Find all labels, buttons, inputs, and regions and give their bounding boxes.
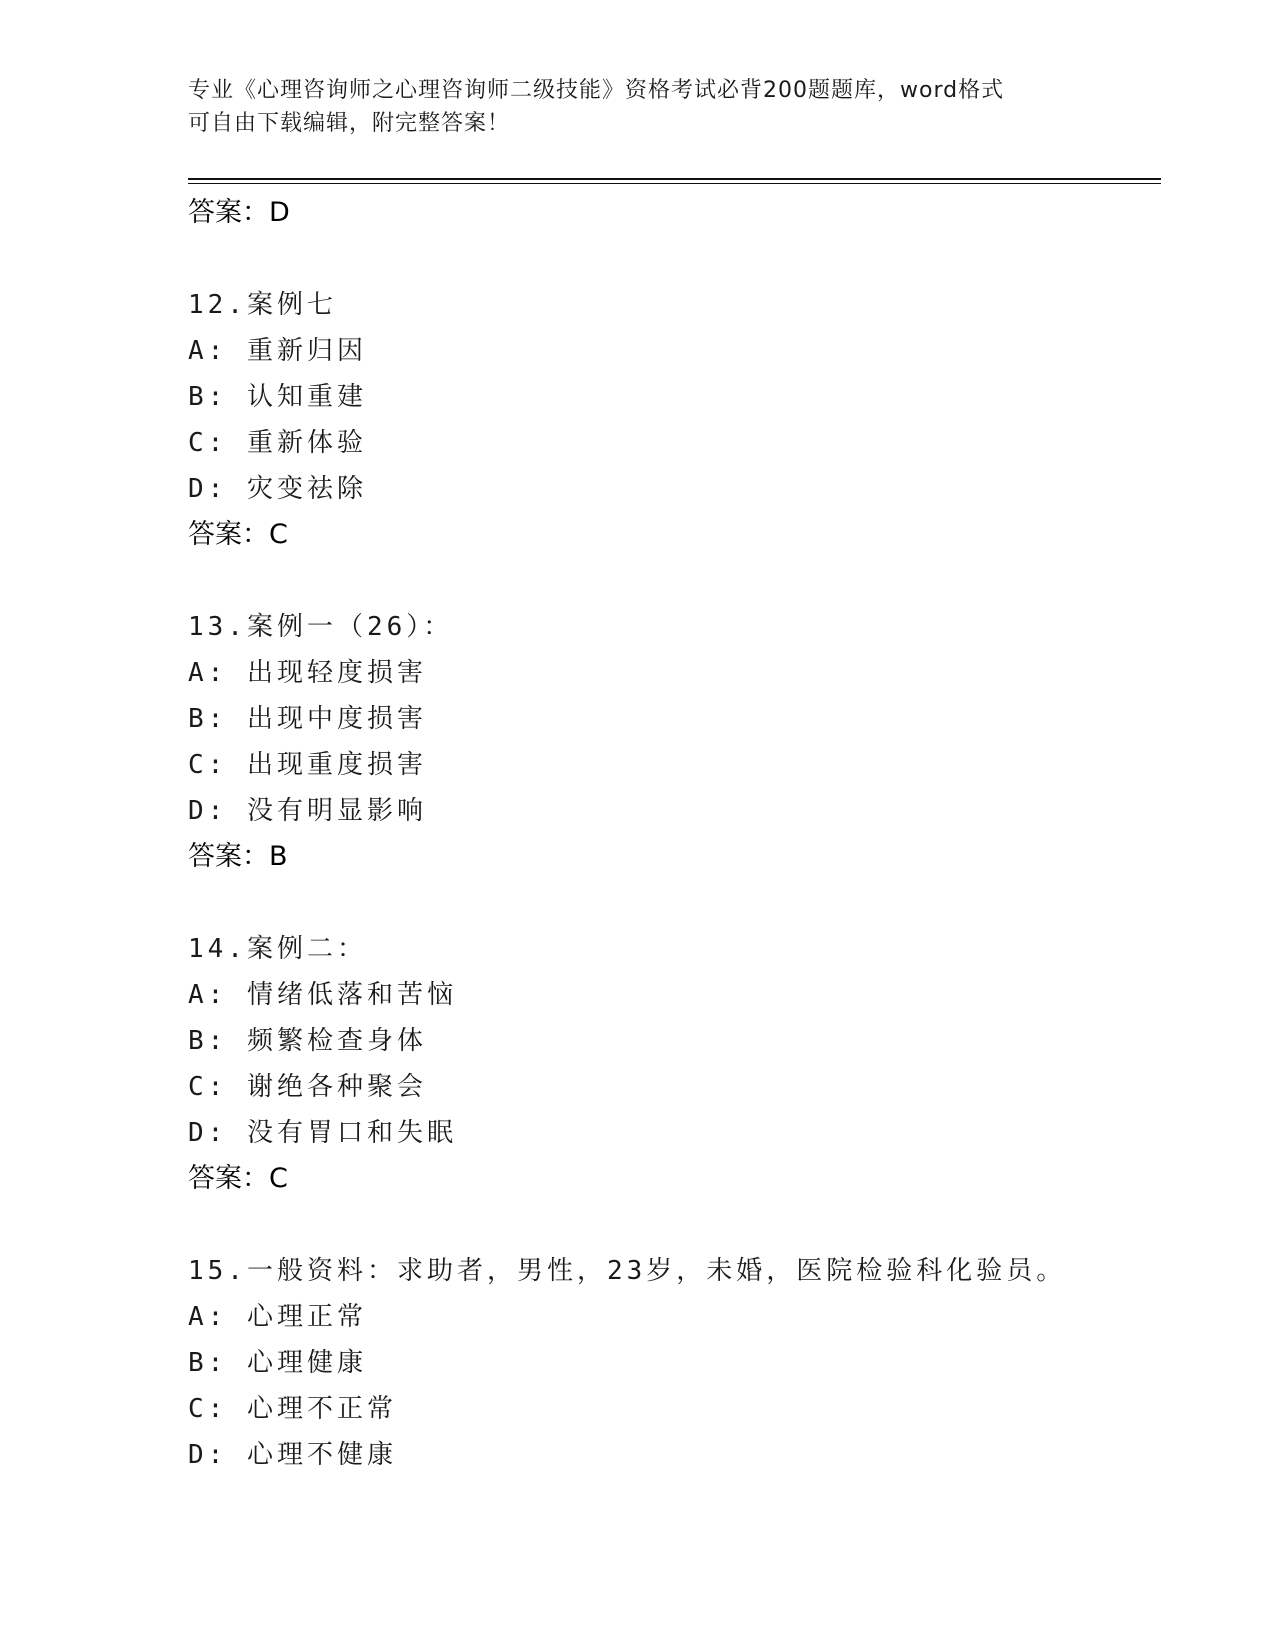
question-13-title: 13.案例一（26）： xyxy=(188,612,454,642)
question-13 xyxy=(188,604,1168,880)
question-12-option-d: D: 灾变祛除 xyxy=(188,474,367,504)
spacer xyxy=(188,1202,1168,1248)
answer-11: 答案：D xyxy=(188,197,290,228)
question-15-title: 15.一般资料：求助者，男性，23岁，未婚，医院检验科化验员。 xyxy=(188,1256,1067,1286)
question-15-option-d: D: 心理不健康 xyxy=(188,1440,397,1470)
question-13-option-c: C: 出现重度损害 xyxy=(188,750,427,780)
question-15-option-c: C: 心理不正常 xyxy=(188,1394,397,1424)
header-divider xyxy=(188,178,1161,184)
spacer xyxy=(188,558,1168,604)
answer-13: 答案：B xyxy=(188,841,288,872)
question-14 xyxy=(188,926,1168,1202)
question-12-title: 12.案例七 xyxy=(188,290,337,320)
question-15-option-b: B: 心理健康 xyxy=(188,1348,367,1378)
question-14-title: 14.案例二： xyxy=(188,934,367,964)
question-14-option-c: C: 谢绝各种聚会 xyxy=(188,1072,427,1102)
question-14-option-a: A: 情绪低落和苦恼 xyxy=(188,980,457,1010)
question-14-option-d: D: 没有胃口和失眠 xyxy=(188,1118,457,1148)
spacer xyxy=(188,880,1168,926)
answer-12: 答案：C xyxy=(188,519,288,550)
question-15-option-a: A: 心理正常 xyxy=(188,1302,367,1332)
question-13-option-a: A: 出现轻度损害 xyxy=(188,658,427,688)
spacer xyxy=(188,236,1168,282)
question-12-option-c: C: 重新体验 xyxy=(188,428,367,458)
answer-14: 答案：C xyxy=(188,1163,288,1194)
header-line-2: 可自由下载编辑，附完整答案！ xyxy=(188,111,511,136)
page-header xyxy=(188,74,1068,140)
header-line-1: 专业《心理咨询师之心理咨询师二级技能》资格考试必背200题题库，word格式 xyxy=(188,78,1005,103)
question-14-option-b: B: 频繁检查身体 xyxy=(188,1026,427,1056)
question-13-option-b: B: 出现中度损害 xyxy=(188,704,427,734)
question-list xyxy=(188,190,1168,1478)
question-12-option-b: B: 认知重建 xyxy=(188,382,367,412)
question-12 xyxy=(188,282,1168,558)
question-12-option-a: A: 重新归因 xyxy=(188,336,367,366)
question-13-option-d: D: 没有明显影响 xyxy=(188,796,427,826)
question-15 xyxy=(188,1248,1168,1478)
